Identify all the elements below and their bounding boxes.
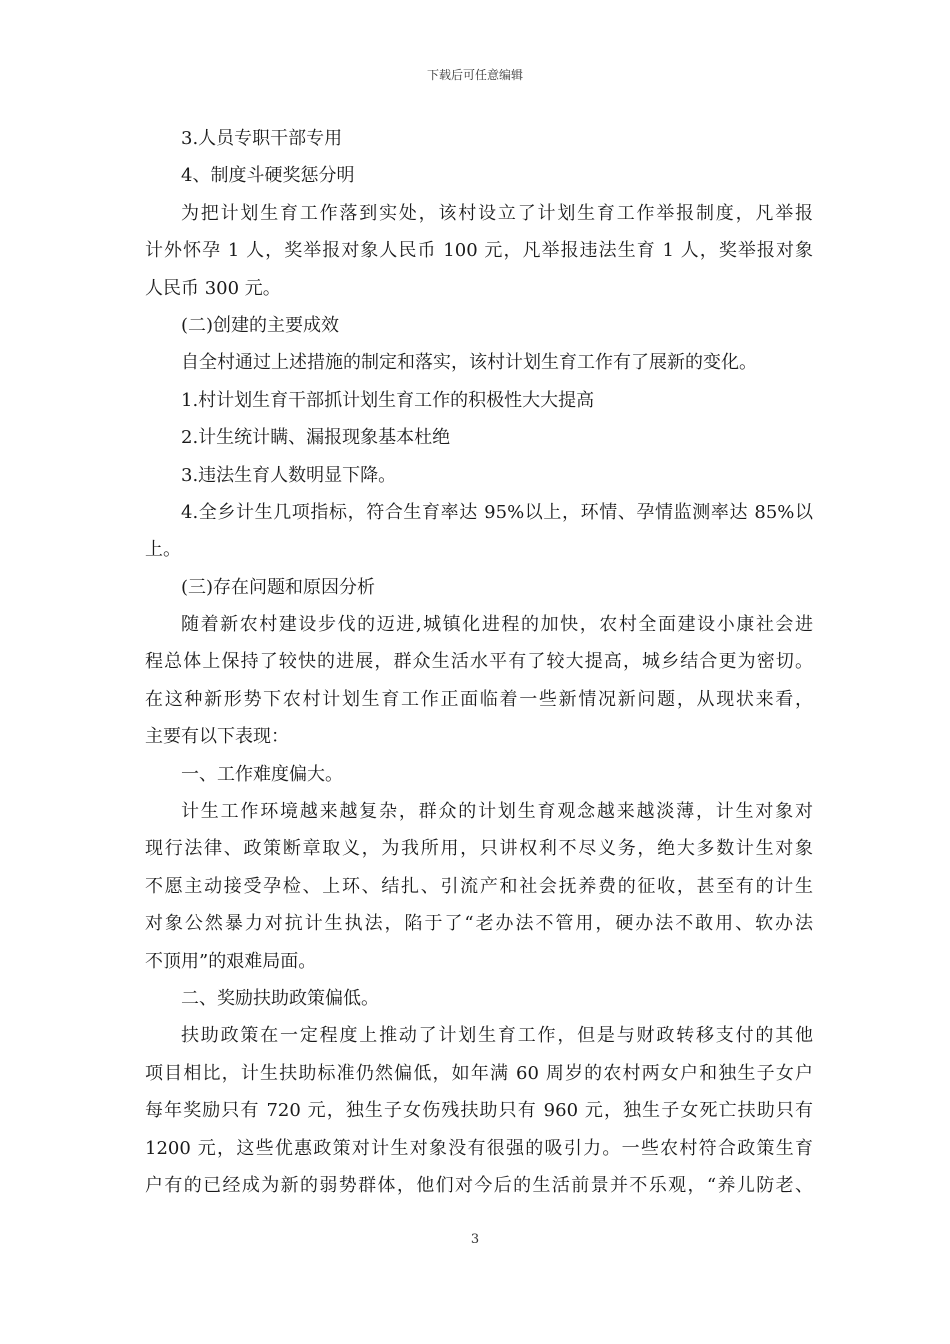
text-line: 2.计生统计瞒、漏报现象基本杜绝 — [181, 427, 451, 449]
text-line: (二)创建的主要成效 — [181, 314, 340, 336]
text-line: 现行法律、政策断章取义，为我所用，只讲权利不尽义务，绝大多数计生对象 — [145, 838, 813, 860]
text-line: 不愿主动接受孕检、上环、结扎、引流产和社会抚养费的征收，甚至有的计生 — [145, 875, 813, 897]
page-number: 3 — [470, 1232, 480, 1247]
text-line: 主要有以下表现： — [145, 726, 289, 748]
text-line: 对象公然暴力对抗计生执法，陷于了“老办法不管用，硬办法不敢用、软办法 — [145, 913, 813, 935]
text-line: 扶助政策在一定程度上推动了计划生育工作，但是与财政转移支付的其他 — [181, 1025, 813, 1047]
text-line: 不顶用”的艰难局面。 — [145, 950, 317, 972]
text-line: 自全村通过上述措施的制定和落实，该村计划生育工作有了展新的变化。 — [181, 352, 757, 374]
text-line: 3.人员专职干部专用 — [181, 128, 343, 149]
text-line: 4、制度斗硬奖惩分明 — [181, 165, 355, 187]
text-line: 人民币 300 元。 — [145, 277, 281, 299]
text-line: 为把计划生育工作落到实处，该村设立了计划生育工作举报制度，凡举报 — [181, 202, 813, 224]
text-line: 项目相比，计生扶助标准仍然偏低，如年满 60 周岁的农村两女户和独生子女户 — [145, 1062, 813, 1084]
text-line: 程总体上保持了较快的进展，群众生活水平有了较大提高，城乡结合更为密切。 — [145, 651, 813, 673]
text-line: 3.违法生育人数明显下降。 — [181, 464, 397, 486]
text-line: 上。 — [145, 539, 181, 561]
text-line: 4.全乡计生几项指标，符合生育率达 95%以上，环情、孕情监测率达 85%以 — [181, 501, 813, 523]
body-text — [145, 120, 813, 1204]
page-header: 下载后可任意编辑 — [426, 68, 523, 82]
text-line: 二、奖励扶助政策偏低。 — [181, 987, 379, 1009]
text-line: 1.村计划生育干部抓计划生育工作的积极性大大提高 — [181, 389, 595, 411]
text-line: 计外怀孕 1 人，奖举报对象人民币 100 元，凡举报违法生育 1 人，奖举报对象 — [145, 240, 813, 262]
text-line: 一、工作难度偏大。 — [181, 763, 343, 785]
text-line: 随着新农村建设步伐的迈进,城镇化进程的加快，农村全面建设小康社会进 — [181, 614, 813, 636]
text-line: 1200 元，这些优惠政策对计生对象没有很强的吸引力。一些农村符合政策生育 — [145, 1137, 813, 1159]
text-line: 在这种新形势下农村计划生育工作正面临着一些新情况新问题，从现状来看， — [145, 688, 813, 710]
text-line: (三)存在问题和原因分析 — [181, 576, 376, 598]
text-line: 每年奖励只有 720 元，独生子女伤残扶助只有 960 元，独生子女死亡扶助只有 — [145, 1100, 813, 1122]
text-line: 户有的已经成为新的弱势群体，他们对今后的生活前景并不乐观，“养儿防老、 — [145, 1174, 813, 1196]
text-line: 计生工作环境越来越复杂，群众的计划生育观念越来越淡薄，计生对象对 — [181, 801, 813, 823]
